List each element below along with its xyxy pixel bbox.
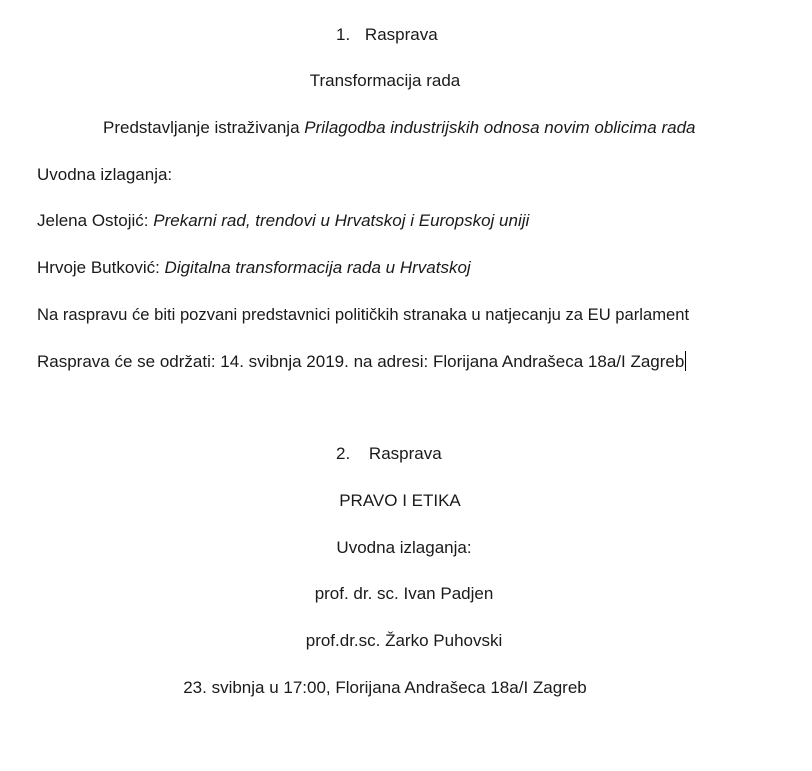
speaker-name: prof. dr. sc. Ivan Padjen <box>314 584 494 603</box>
section1-title <box>0 71 770 91</box>
speaker-line <box>37 211 529 231</box>
section2-title <box>0 491 800 511</box>
section2-schedule <box>0 678 770 698</box>
section2-schedule-text: 23. svibnja u 17:00, Florijana Andrašeca 18a/I Zagreb <box>183 678 587 697</box>
section1-heading-text: Rasprava <box>364 25 438 44</box>
section2-number: 2. <box>336 444 351 463</box>
section1-intro-label: Uvodna izlaganja: <box>37 165 173 184</box>
presentation-prefix: Predstavljanje istraživanja <box>103 118 305 137</box>
text-cursor[interactable] <box>685 351 686 371</box>
section2-heading <box>336 444 442 464</box>
section1-number: 1. <box>336 25 351 44</box>
section2-heading-text: Rasprava <box>368 444 442 463</box>
speaker-name: Hrvoje Butković: <box>37 258 165 277</box>
section1-heading <box>336 25 438 45</box>
section2-intro-label <box>0 538 808 558</box>
section1-title-text: Transformacija rada <box>309 71 461 90</box>
section2-title-text: PRAVO I ETIKA <box>339 491 461 510</box>
section2-speaker <box>0 631 808 651</box>
invite-note: Na raspravu će biti pozvani predstavnici političkih stranaka u natjecanju za EU parlament <box>37 305 690 324</box>
section1-schedule-line <box>37 351 686 372</box>
speaker-topic: Prekarni rad, trendovi u Hrvatskoj i Europskoj uniji <box>153 211 530 230</box>
section2-speaker <box>0 584 808 604</box>
presentation-title: Prilagodba industrijskih odnosa novim oblicima rada <box>304 118 696 137</box>
speaker-topic: Digitalna transformacija rada u Hrvatskoj <box>164 258 471 277</box>
speaker-name: prof.dr.sc. Žarko Puhovski <box>305 631 503 650</box>
section2-intro-label-text: Uvodna izlaganja: <box>336 538 472 557</box>
speaker-line <box>37 258 471 278</box>
presentation-line <box>103 118 695 138</box>
section1-schedule: Rasprava će se održati: 14. svibnja 2019. na adresi: Florijana Andrašeca 18a/I Zagreb <box>37 352 685 371</box>
speaker-name: Jelena Ostojić: <box>37 211 154 230</box>
